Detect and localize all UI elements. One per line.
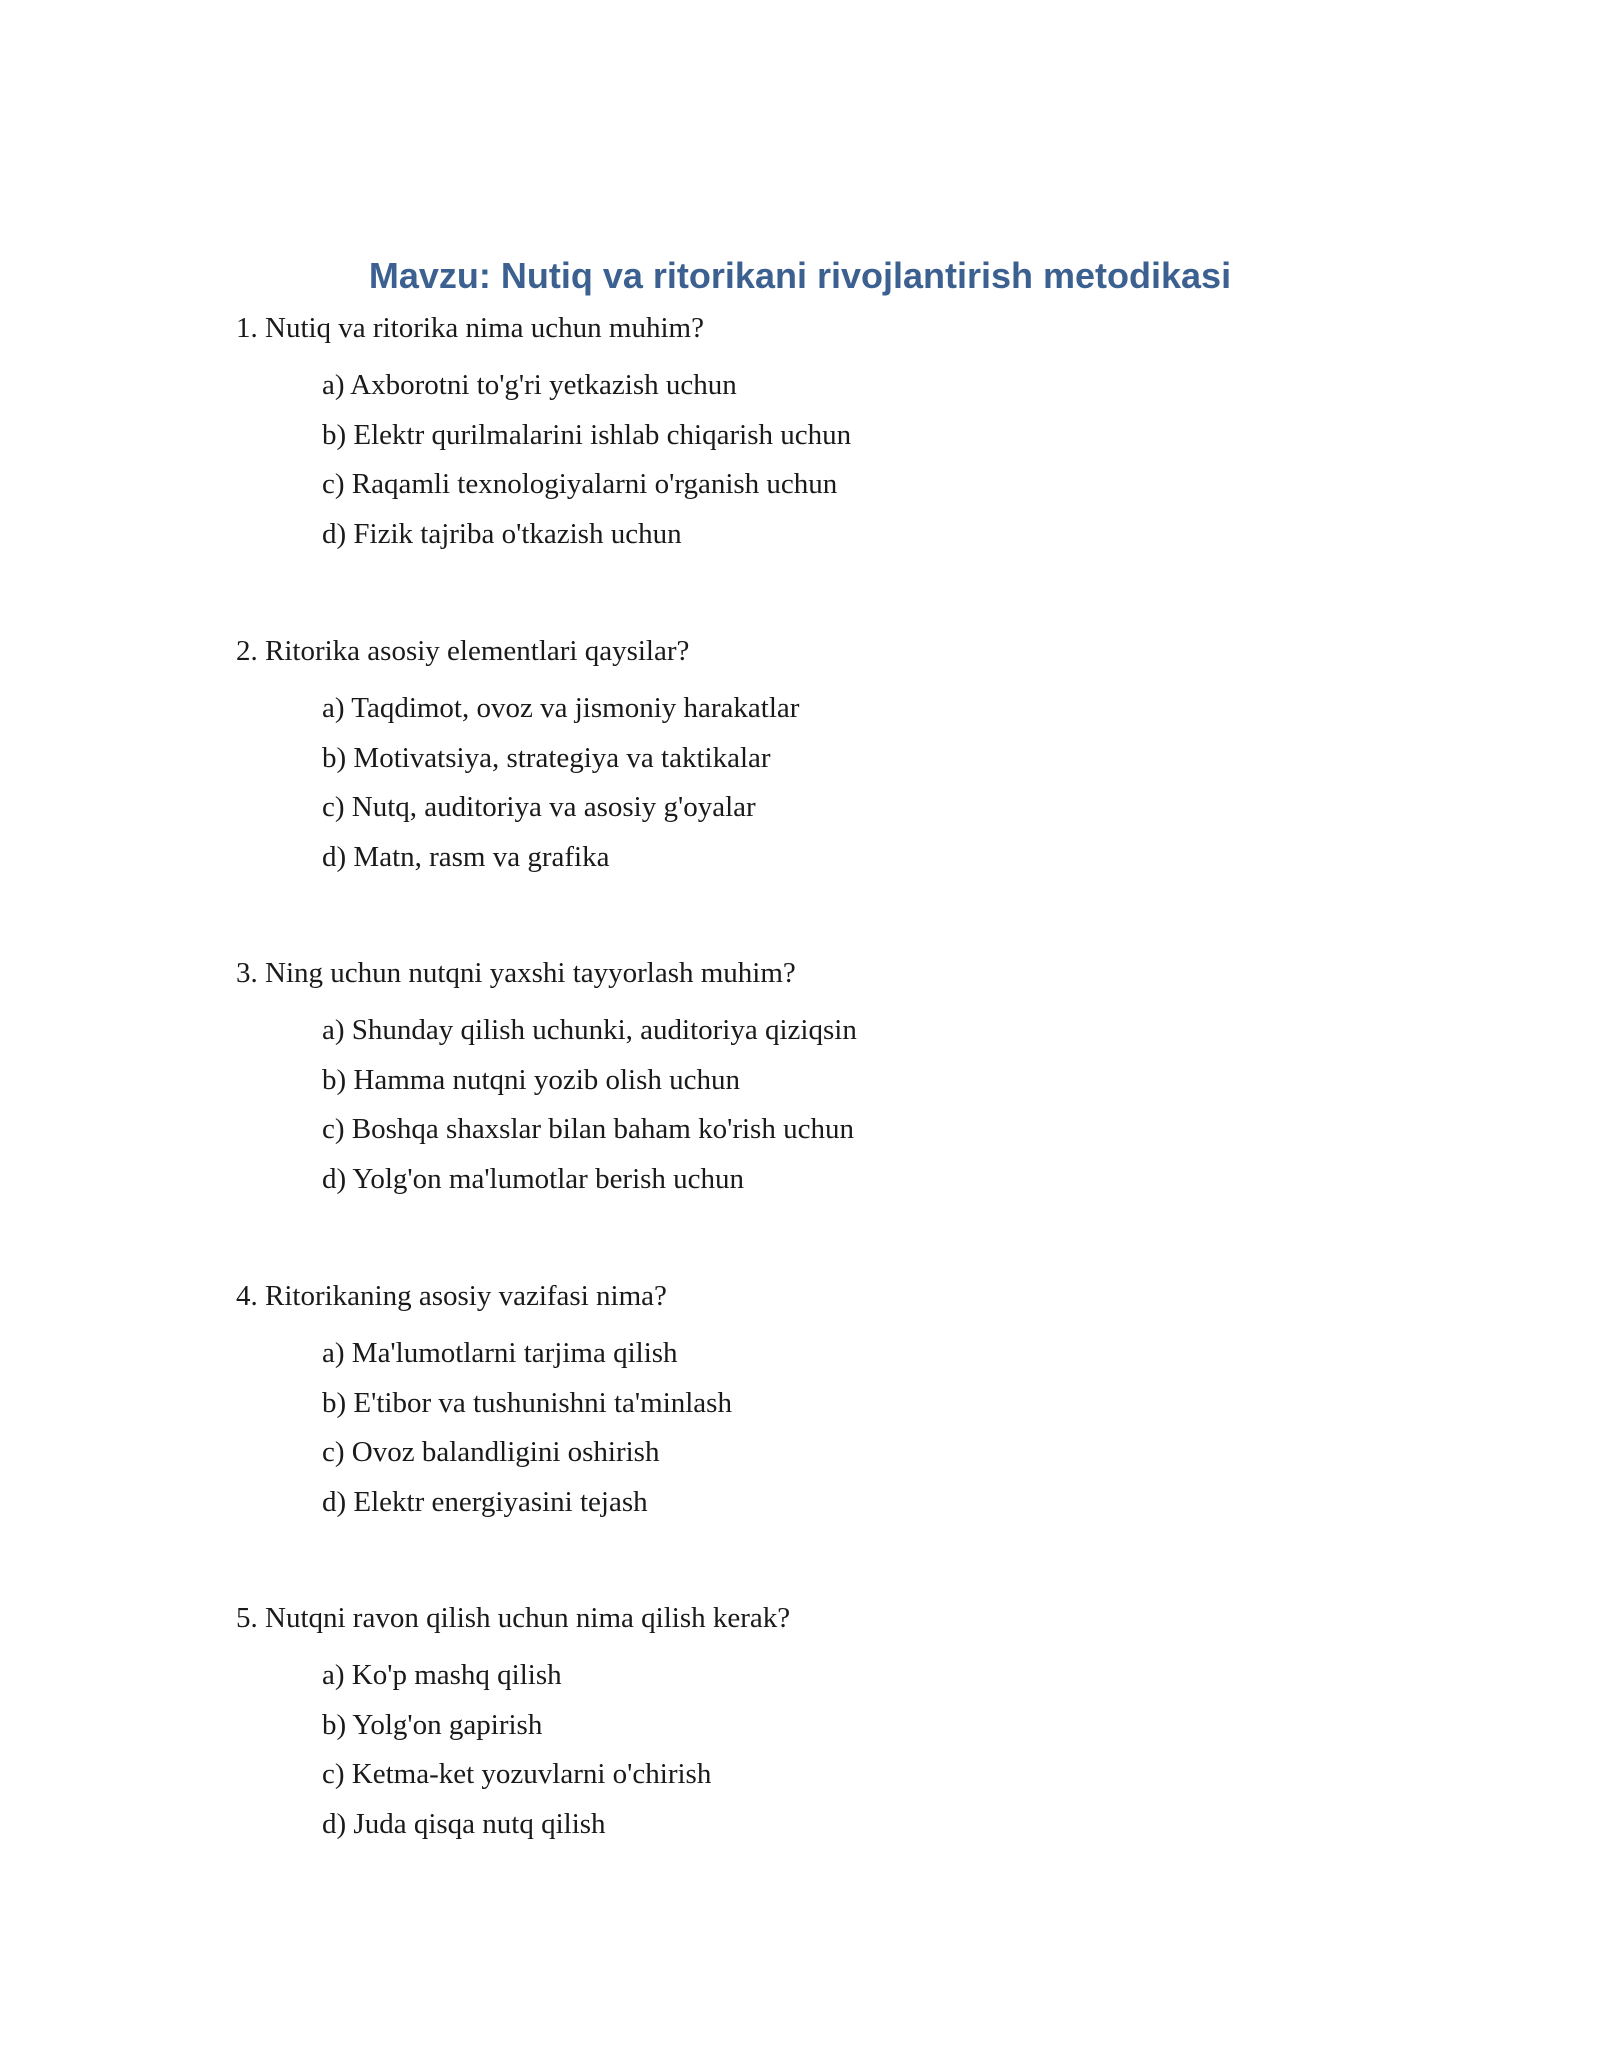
answer-option-c: c) Raqamli texnologiyalarni o'rganish uchun [322,468,838,500]
question-text: 4. Ritorikaning asosiy vazifasi nima? [236,1280,667,1312]
question-5 [236,1600,1436,1855]
answer-option-d: d) Elektr energiyasini tejash [322,1485,648,1518]
answer-option-d: d) Matn, rasm va grafika [322,840,610,873]
answer-option-b: b) E'tibor va tushunishni ta'minlash [322,1386,732,1419]
answer-option-d: d) Juda qisqa nutq qilish [322,1807,606,1840]
answer-options [322,1657,1436,1842]
answer-option-a: a) Taqdimot, ovoz va jismoniy harakatlar [322,692,800,724]
answer-options [322,690,1436,875]
answer-option-c: c) Boshqa shaxslar bilan baham ko'rish uchun [322,1113,854,1145]
answer-options [322,1012,1436,1197]
question-3 [236,955,1436,1210]
answer-option-b: b) Motivatsiya, strategiya va taktikalar [322,741,771,774]
question-text: 5. Nutqni ravon qilish uchun nima qilish kerak? [236,1602,791,1634]
question-text: 3. Ning uchun nutqni yaxshi tayyorlash muhim? [236,957,796,989]
answer-option-a: a) Ma'lumotlarni tarjima qilish [322,1337,678,1369]
answer-option-a: a) Axborotni to'g'ri yetkazish uchun [322,369,737,401]
question-text: 2. Ritorika asosiy elementlari qaysilar? [236,635,690,667]
answer-options [322,367,1436,552]
answer-option-a: a) Ko'p mashq qilish [322,1659,562,1691]
answer-option-d: d) Fizik tajriba o'tkazish uchun [322,517,682,550]
answer-option-b: b) Hamma nutqni yozib olish uchun [322,1063,741,1096]
answer-option-c: c) Ketma-ket yozuvlarni o'chirish [322,1758,712,1790]
question-2 [236,633,1436,888]
question-1 [236,310,1436,565]
answer-option-b: b) Elektr qurilmalarini ishlab chiqarish uchun [322,418,852,451]
answer-option-d: d) Yolg'on ma'lumotlar berish uchun [322,1162,745,1195]
page-title: Mavzu: Nutiq va ritorikani rivojlantirish metodikasi [368,255,1232,296]
answer-option-b: b) Yolg'on gapirish [322,1708,543,1741]
question-4 [236,1278,1436,1533]
answer-option-c: c) Ovoz balandligini oshirish [322,1436,660,1468]
answer-option-a: a) Shunday qilish uchunki, auditoriya qiziqsin [322,1014,857,1046]
answer-options [322,1335,1436,1520]
question-text: 1. Nutiq va ritorika nima uchun muhim? [236,312,704,344]
answer-option-c: c) Nutq, auditoriya va asosiy g'oyalar [322,791,756,823]
